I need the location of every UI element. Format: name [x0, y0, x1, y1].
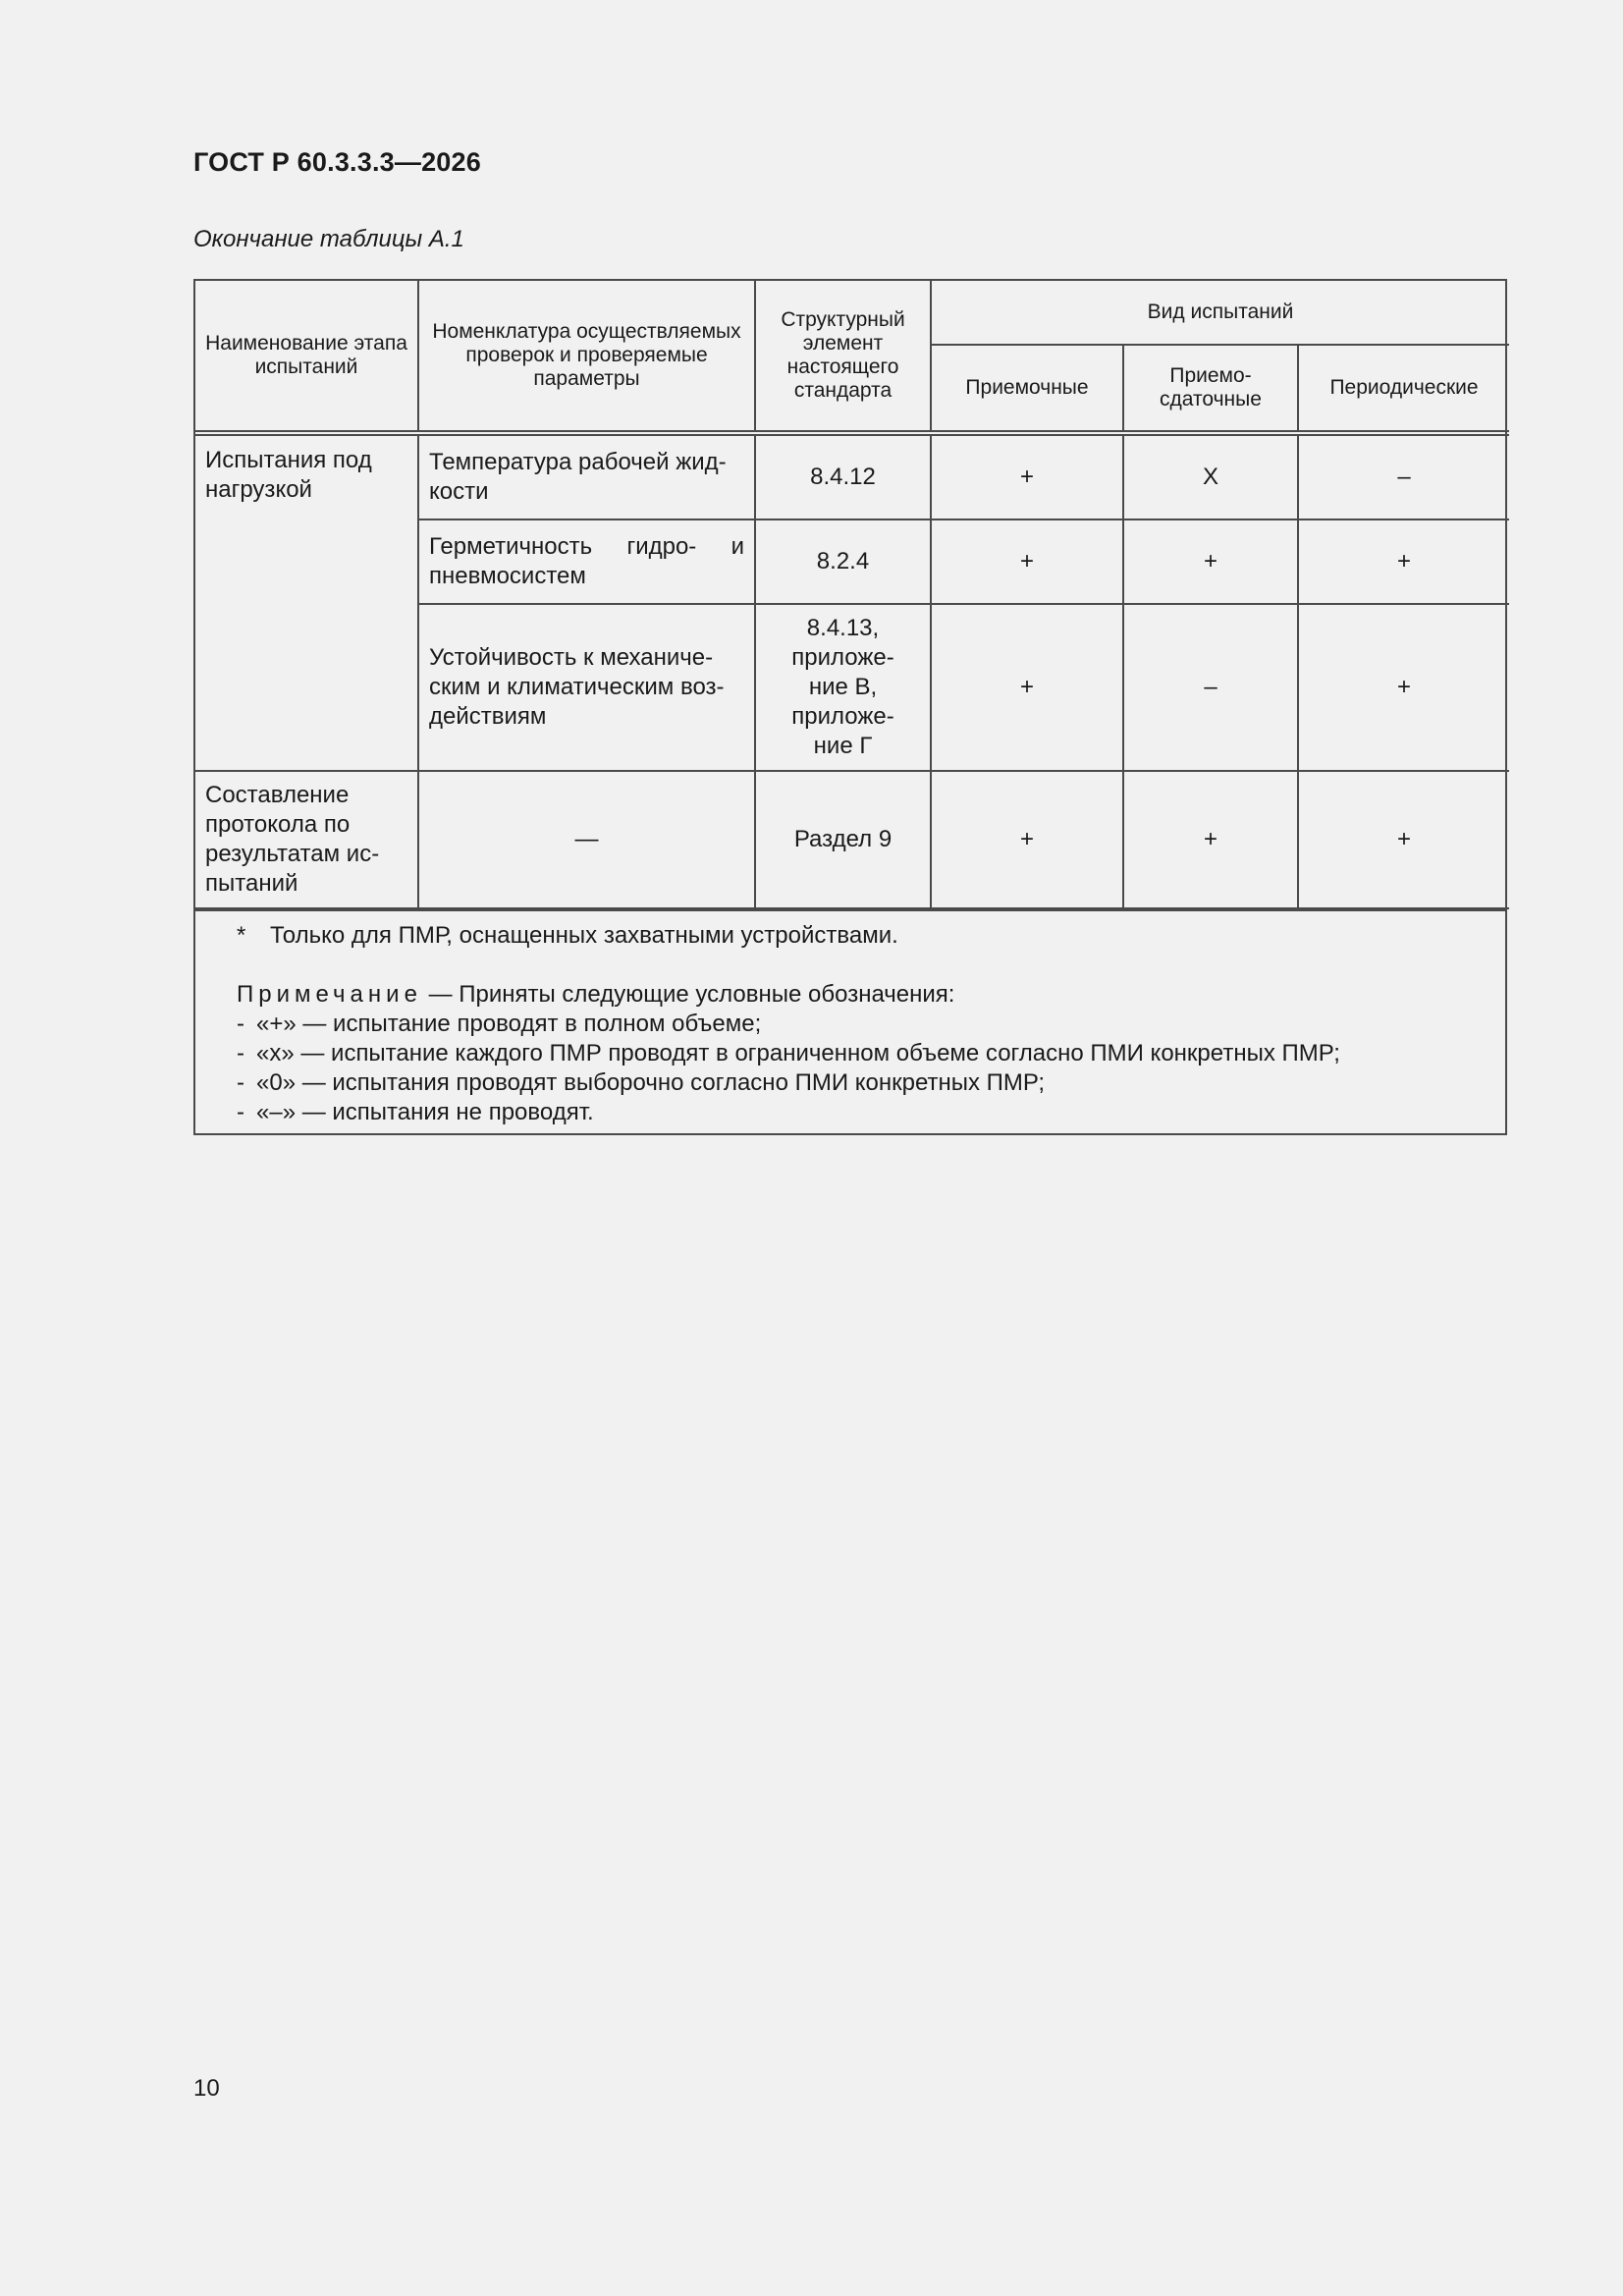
periodic-mark: + — [1298, 519, 1509, 604]
acceptance-mark: + — [931, 604, 1123, 771]
element-cell: 8.4.13, приложе- ние В, приложе- ние Г — [755, 604, 931, 771]
header-structural-element: Структурный элемент настоящего стандарта — [755, 281, 931, 431]
periodic-mark: – — [1298, 435, 1509, 519]
header-checks: Номенклатура осуществляемых проверок и проверяемые параметры — [418, 281, 755, 431]
check-cell: Герметичность гидро- и пневмосистем — [418, 519, 755, 604]
bullet-dash: - — [237, 1040, 244, 1066]
periodic-mark: + — [1298, 771, 1509, 908]
header-acceptance: Приемочные — [931, 345, 1123, 431]
note-item-text: «х» — испытание каждого ПМР проводят в ограниченном объеме согласно ПМИ конкретных ПМР; — [256, 1040, 1340, 1066]
note-item-text: «+» — испытание проводят в полном объеме; — [256, 1011, 762, 1037]
header-periodic: Периодические — [1298, 345, 1509, 431]
handover-mark: – — [1123, 604, 1298, 771]
handover-mark: + — [1123, 519, 1298, 604]
list-item — [237, 1039, 1466, 1068]
check-cell: — — [418, 771, 755, 908]
note-heading — [237, 980, 1466, 1010]
table-caption: Окончание таблицы А.1 — [193, 226, 464, 252]
element-cell: 8.2.4 — [755, 519, 931, 604]
check-cell: Устойчивость к механиче- ским и климатическим воз- действиям — [418, 604, 755, 771]
header-handover: Приемо- сдаточные — [1123, 345, 1298, 431]
table-a1 — [193, 279, 1507, 1135]
handover-mark: + — [1123, 771, 1298, 908]
table-row — [195, 771, 1509, 908]
table-row — [195, 435, 1509, 519]
note-title: Примечание — [237, 981, 422, 1008]
check-cell: Температура рабочей жид- кости — [418, 435, 755, 519]
footnote-mark: * — [237, 922, 246, 949]
element-cell: 8.4.12 — [755, 435, 931, 519]
table-notes — [195, 909, 1505, 1133]
acceptance-mark: + — [931, 435, 1123, 519]
header-test-type-group: Вид испытаний — [931, 281, 1509, 345]
bullet-dash: - — [237, 1069, 244, 1096]
list-item — [237, 1098, 1466, 1127]
document-code-header: ГОСТ Р 60.3.3.3—2026 — [193, 147, 481, 177]
note-intro: — Приняты следующие условные обозначения: — [428, 981, 955, 1008]
list-item — [237, 1010, 1466, 1039]
header-stage: Наименование этапа испытаний — [195, 281, 418, 431]
note-item-text: «0» — испытания проводят выборочно согласно ПМИ конкретных ПМР; — [256, 1069, 1046, 1096]
handover-mark: X — [1123, 435, 1298, 519]
footnote — [237, 921, 1466, 951]
footnote-text: Только для ПМР, оснащенных захватными устройствами. — [270, 922, 898, 949]
stage-cell: Испытания под нагрузкой — [195, 435, 418, 771]
acceptance-mark: + — [931, 771, 1123, 908]
list-item — [237, 1068, 1466, 1098]
acceptance-mark: + — [931, 519, 1123, 604]
periodic-mark: + — [1298, 604, 1509, 771]
stage-cell: Составление протокола по результатам ис- пытаний — [195, 771, 418, 908]
note-list — [237, 1010, 1466, 1127]
bullet-dash: - — [237, 1099, 244, 1125]
bullet-dash: - — [237, 1011, 244, 1037]
element-cell: Раздел 9 — [755, 771, 931, 908]
note-item-text: «–» — испытания не проводят. — [256, 1099, 594, 1125]
page-number: 10 — [193, 2075, 220, 2102]
